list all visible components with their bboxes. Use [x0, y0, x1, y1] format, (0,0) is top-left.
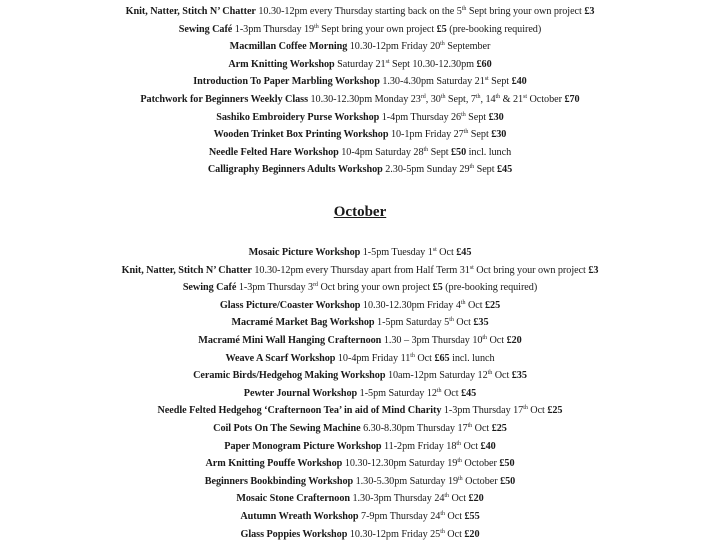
- ordinal-suffix: th: [440, 93, 446, 100]
- ordinal-suffix: th: [458, 475, 463, 482]
- ordinal-suffix: rd: [420, 93, 426, 100]
- event-details: [360, 388, 461, 399]
- event-detail-text: 10.30-12.30pm Monday 23: [310, 93, 421, 105]
- event-detail-text: Oct: [492, 370, 512, 382]
- event-details: [350, 529, 465, 540]
- event-detail-text: October: [461, 458, 500, 470]
- ordinal-suffix: st: [523, 93, 527, 100]
- event-title: Sashiko Embroidery Purse Workshop: [216, 111, 380, 123]
- ordinal-suffix: th: [461, 6, 467, 12]
- event-detail-text: , 30: [425, 93, 441, 105]
- ordinal-suffix: th: [449, 317, 454, 324]
- event-price: £5: [436, 23, 447, 35]
- event-details: [388, 370, 512, 381]
- event-detail-text: Oct: [472, 422, 492, 434]
- event-title: Ceramic Birds/Hedgehog Making Workshop: [193, 370, 386, 382]
- event-details: [350, 41, 491, 52]
- event-details: [385, 164, 497, 175]
- ordinal-suffix: st: [432, 247, 437, 253]
- event-line: [0, 332, 720, 350]
- event-detail-text: 2.30-5pm Sunday 29: [385, 164, 470, 176]
- event-details: [235, 24, 437, 35]
- event-price: £3: [588, 264, 599, 276]
- event-title: Autumn Wreath Workshop: [240, 510, 359, 522]
- ordinal-suffix: th: [460, 299, 466, 306]
- event-title: Pewter Journal Workshop: [243, 387, 358, 399]
- event-detail-text: Oct: [414, 352, 435, 364]
- event-price: £25: [485, 299, 501, 311]
- event-line: [0, 3, 720, 21]
- event-detail-text: Sept: [468, 129, 492, 141]
- event-detail-text: 10.30-12pm Friday 20: [349, 41, 441, 53]
- event-line: [0, 56, 720, 74]
- event-detail-text: 10.30-12pm every Thursday apart from Half Term 31: [254, 264, 470, 276]
- event-details: [337, 59, 476, 70]
- event-detail-text: Oct: [527, 405, 548, 417]
- ordinal-suffix: th: [487, 370, 493, 377]
- event-details: [377, 317, 473, 328]
- event-detail-text: 1.30 – 3pm Thursday 10: [383, 334, 483, 346]
- event-line: [0, 144, 720, 162]
- event-detail-text: October: [527, 93, 565, 105]
- event-line: [0, 262, 720, 280]
- event-title: Sewing Café: [178, 23, 233, 35]
- event-title: Introduction To Paper Marbling Workshop: [193, 76, 380, 88]
- event-detail-text: October: [462, 475, 501, 487]
- event-title: Needle Felted Hedgehog ‘Crafternoon Tea’ in aid of Mind Charity: [157, 405, 442, 417]
- event-detail-text: 10-4pm Friday 11: [337, 352, 411, 364]
- event-line: [0, 402, 720, 420]
- event-detail-text: 1.30-3pm Thursday 24: [352, 493, 445, 505]
- event-details: [382, 76, 511, 87]
- event-detail-text: Oct bring your own project: [473, 264, 589, 276]
- event-title: Coil Pots On The Sewing Machine: [213, 422, 361, 434]
- event-title: Wooden Trinket Box Printing Workshop: [213, 129, 389, 141]
- event-line: [0, 420, 720, 438]
- event-price: £5: [432, 282, 443, 294]
- event-detail-text: Sept bring your own project: [318, 23, 437, 35]
- event-details: [382, 112, 489, 123]
- event-price: £35: [473, 317, 489, 329]
- event-details: [338, 353, 435, 364]
- september-section: [0, 3, 720, 179]
- event-details: [384, 441, 481, 452]
- ordinal-suffix: th: [423, 146, 429, 153]
- event-detail-text: Oct bring your own project: [318, 282, 433, 294]
- event-title: Glass Picture/Coaster Workshop: [219, 299, 361, 311]
- event-price: £40: [511, 76, 527, 88]
- event-price: £45: [461, 387, 477, 399]
- event-title: Arm Knitting Pouffe Workshop: [205, 458, 343, 470]
- event-detail-text: 7-9pm Thursday 24: [361, 510, 441, 522]
- event-detail-text: Oct: [444, 528, 465, 540]
- event-details: [363, 300, 485, 311]
- ordinal-suffix: th: [440, 528, 445, 535]
- event-line: [0, 161, 720, 179]
- event-detail-text: Oct: [441, 387, 462, 399]
- event-details: [363, 423, 492, 434]
- event-detail-text: 10.30-12.30pm Saturday 19: [344, 458, 458, 470]
- event-line: [0, 455, 720, 473]
- event-details: [254, 265, 588, 276]
- event-detail-text: Sept: [428, 146, 452, 158]
- ordinal-suffix: th: [469, 164, 475, 171]
- event-note: (pre-booking required): [446, 23, 542, 35]
- event-price: £30: [491, 129, 507, 141]
- event-title: Knit, Natter, Stitch N’ Chatter: [121, 264, 252, 276]
- event-line: [0, 350, 720, 368]
- event-detail-text: Oct: [453, 317, 474, 329]
- event-detail-text: 10am-12pm Saturday 12: [387, 370, 488, 382]
- ordinal-suffix: th: [456, 440, 461, 447]
- ordinal-suffix: th: [475, 93, 481, 100]
- event-price: £45: [497, 164, 513, 176]
- event-line: [0, 367, 720, 385]
- event-line: [0, 438, 720, 456]
- event-line: [0, 490, 720, 508]
- event-details: [363, 247, 456, 258]
- event-title: Beginners Bookbinding Workshop: [204, 475, 354, 487]
- event-title: Patchwork for Beginners Weekly Class: [140, 93, 308, 105]
- event-price: £50: [500, 475, 516, 487]
- event-line: [0, 297, 720, 315]
- event-title: Sewing Café: [182, 282, 237, 294]
- event-details: [384, 335, 507, 346]
- event-title: Knit, Natter, Stitch N’ Chatter: [125, 6, 256, 17]
- event-line: [0, 21, 720, 39]
- ordinal-suffix: th: [467, 422, 473, 429]
- event-detail-text: Sept 10.30-12.30pm: [389, 58, 477, 70]
- event-price: £55: [464, 510, 480, 522]
- event-detail-text: 1.30-5.30pm Saturday 19: [355, 475, 459, 487]
- ordinal-suffix: th: [440, 41, 445, 48]
- event-note: incl. lunch: [449, 352, 495, 364]
- event-price: £30: [488, 111, 504, 123]
- event-price: £50: [451, 146, 467, 158]
- event-line: [0, 244, 720, 262]
- event-note: (pre-booking required): [442, 282, 538, 294]
- event-details: [391, 129, 491, 140]
- ordinal-suffix: th: [410, 352, 415, 359]
- event-detail-text: Oct: [465, 299, 486, 311]
- ordinal-suffix: th: [523, 405, 528, 412]
- event-detail-text: , 14: [480, 93, 496, 105]
- event-detail-text: Saturday 21: [337, 58, 386, 70]
- ordinal-suffix: th: [463, 129, 469, 136]
- event-detail-text: September: [444, 41, 491, 53]
- event-price: £65: [434, 352, 450, 364]
- event-title: Calligraphy Beginners Adults Workshop: [207, 164, 383, 176]
- event-details: [356, 476, 500, 487]
- event-price: £60: [476, 58, 492, 70]
- event-detail-text: Oct: [436, 247, 457, 258]
- event-detail-text: 10.30-12.30pm Friday 4: [362, 299, 461, 311]
- event-line: [0, 279, 720, 297]
- event-line: [0, 385, 720, 403]
- event-line: [0, 473, 720, 491]
- october-heading: October: [333, 204, 387, 220]
- event-price: £25: [491, 422, 507, 434]
- event-details: [345, 458, 500, 469]
- ordinal-suffix: st: [469, 264, 474, 271]
- event-detail-text: Sept: [488, 76, 512, 88]
- event-line: [0, 526, 720, 540]
- event-detail-text: 10.30-12pm Friday 25: [349, 528, 441, 540]
- event-detail-text: 1-3pm Thursday 19: [234, 23, 315, 35]
- event-detail-text: 10-4pm Saturday 28: [341, 146, 424, 158]
- event-title: Mosaic Picture Workshop: [248, 247, 361, 258]
- event-title: Weave A Scarf Workshop: [225, 352, 336, 364]
- event-detail-text: 1.30-4.30pm Saturday 21: [382, 76, 485, 88]
- event-detail-text: 6.30-8.30pm Thursday 17: [363, 422, 468, 434]
- event-line: [0, 314, 720, 332]
- event-detail-text: 1-3pm Thursday 17: [443, 405, 524, 417]
- ordinal-suffix: th: [495, 93, 501, 100]
- event-price: £40: [480, 440, 496, 452]
- event-price: £20: [506, 334, 522, 346]
- ordinal-suffix: rd: [313, 282, 318, 289]
- event-detail-text: Sept, 7: [445, 93, 476, 105]
- event-detail-text: Sept: [465, 111, 489, 123]
- event-title: Macramé Mini Wall Hanging Crafternoon: [198, 334, 382, 346]
- event-detail-text: & 21: [500, 93, 524, 105]
- october-section: [0, 203, 720, 540]
- ordinal-suffix: th: [457, 458, 462, 465]
- event-price: £20: [464, 528, 480, 540]
- event-price: £70: [564, 93, 580, 105]
- event-line: [0, 91, 720, 109]
- event-line: [0, 126, 720, 144]
- september-event-list: [0, 3, 720, 179]
- event-price: £35: [511, 370, 527, 382]
- ordinal-suffix: st: [484, 76, 489, 83]
- event-detail-text: 10.30-12pm every Thursday starting back on the 5: [258, 6, 462, 17]
- ordinal-suffix: th: [482, 334, 487, 341]
- event-price: £20: [468, 493, 484, 505]
- event-detail-text: 1-4pm Thursday 26: [381, 111, 462, 123]
- event-detail-text: Oct: [448, 493, 469, 505]
- ordinal-suffix: st: [385, 58, 390, 65]
- event-detail-text: 1-3pm Thursday 3: [238, 282, 314, 294]
- ordinal-suffix: th: [461, 111, 466, 118]
- event-line: [0, 73, 720, 91]
- event-detail-text: 1-5pm Saturday 12: [359, 387, 437, 399]
- event-details: [341, 147, 451, 158]
- event-detail-text: Oct: [444, 510, 465, 522]
- october-event-list: [0, 244, 720, 540]
- event-price: £3: [584, 6, 595, 17]
- event-title: Macmillan Coffee Morning: [229, 41, 348, 53]
- event-details: [361, 511, 464, 522]
- event-details: [444, 405, 547, 416]
- event-detail-text: Sept bring your own project: [466, 6, 585, 17]
- event-price: £50: [499, 458, 515, 470]
- event-detail-text: 11-2pm Friday 18: [384, 440, 457, 452]
- event-title: Mosaic Stone Crafternoon: [236, 493, 350, 505]
- event-details: [258, 6, 584, 17]
- ordinal-suffix: th: [436, 387, 442, 394]
- event-title: Macramé Market Bag Workshop: [231, 317, 375, 329]
- event-title: Arm Knitting Workshop: [228, 58, 335, 70]
- ordinal-suffix: th: [314, 23, 319, 30]
- event-title: Glass Poppies Workshop: [240, 528, 348, 540]
- event-details: [353, 493, 469, 504]
- event-detail-text: Oct: [487, 334, 507, 346]
- event-line: [0, 38, 720, 56]
- event-line: [0, 109, 720, 127]
- ordinal-suffix: th: [444, 493, 449, 500]
- event-note: incl. lunch: [466, 146, 512, 158]
- event-details: [239, 282, 433, 293]
- ordinal-suffix: th: [440, 510, 445, 517]
- event-title: Needle Felted Hare Workshop: [208, 146, 339, 158]
- event-price: £25: [547, 405, 563, 417]
- event-line: [0, 508, 720, 526]
- event-details: [311, 94, 565, 105]
- event-detail-text: Oct: [460, 440, 481, 452]
- event-detail-text: 1-5pm Tuesday 1: [362, 247, 433, 258]
- event-detail-text: 1-5pm Saturday 5: [377, 317, 450, 329]
- event-detail-text: Sept: [474, 164, 497, 176]
- event-price: £45: [456, 247, 472, 258]
- event-detail-text: 10-1pm Friday 27: [390, 129, 464, 141]
- event-title: Paper Monogram Picture Workshop: [224, 440, 382, 452]
